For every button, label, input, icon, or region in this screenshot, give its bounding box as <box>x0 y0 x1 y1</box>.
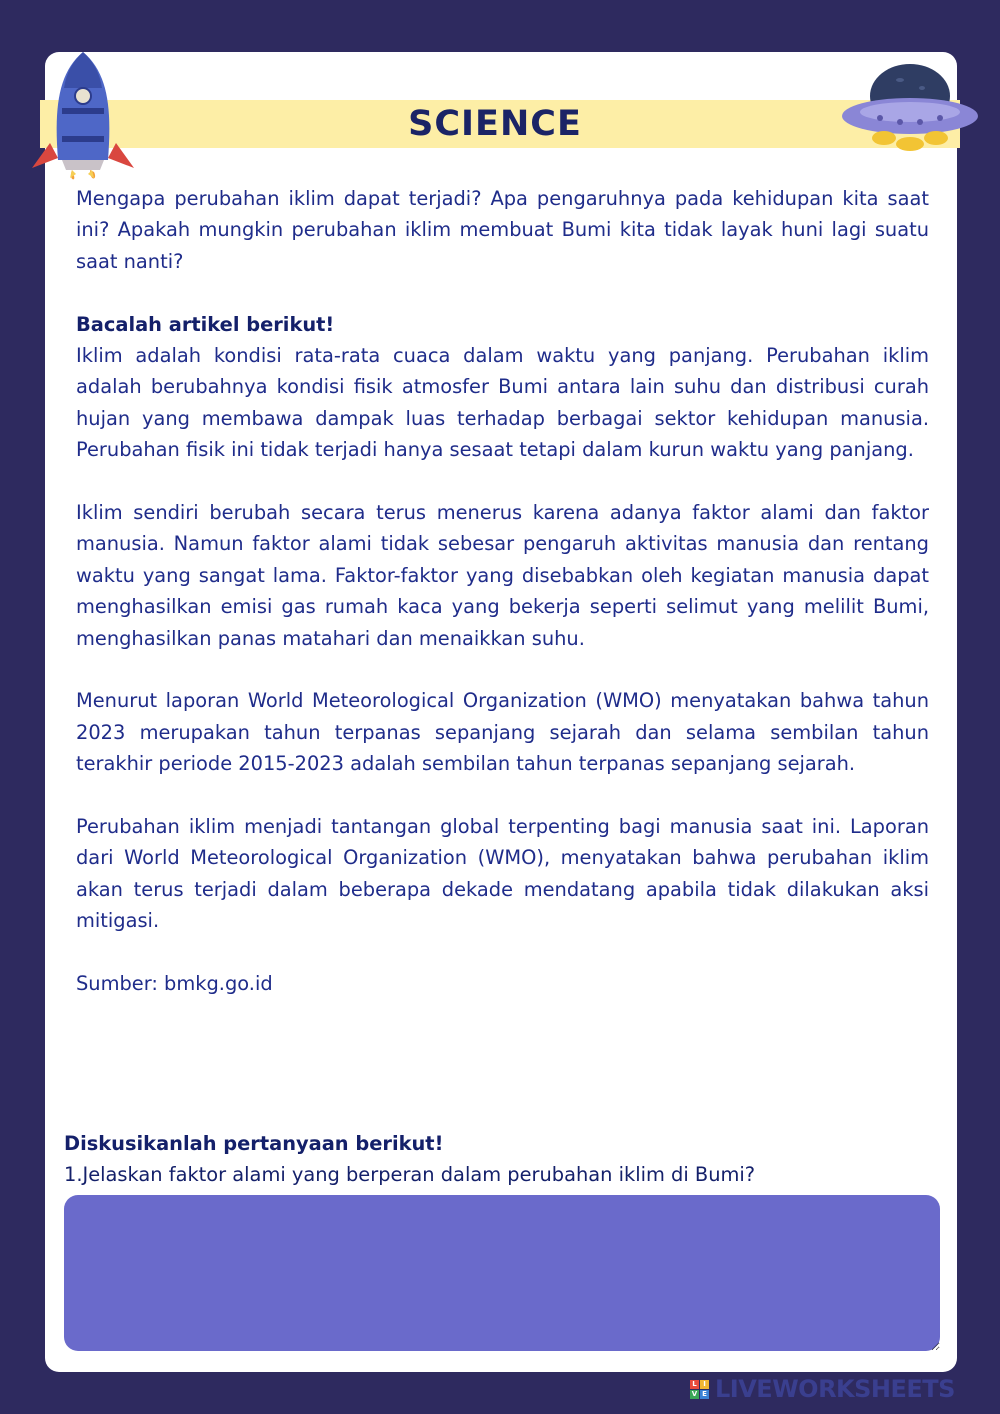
liveworksheets-watermark <box>690 1377 955 1401</box>
liveworksheets-logo-icon: L I V E <box>690 1380 709 1399</box>
intro-paragraph: Mengapa perubahan iklim dapat terjadi? Apa pengaruhnya pada kehidupan kita saat ini? Apakah mungkin perubahan iklim membuat Bumi kita tidak layak huni lagi suatu saat nanti? <box>76 187 929 273</box>
article-paragraph-3: Menurut laporan World Meteorological Organization (WMO) menyatakan bahwa tahun 2023 merupakan tahun terpanas sepanjang sejarah dan selama sembilan tahun terakhir periode 2015-2023 adalah sembilan tahun terpanas sepanjang sejarah. <box>76 689 929 776</box>
question-1: 1.Jelaskan faktor alami yang berperan dalam perubahan iklim di Bumi? <box>64 1163 756 1187</box>
source-citation: Sumber: bmkg.go.id <box>76 972 273 996</box>
watermark-text: LIVEWORKSHEETS <box>715 1375 955 1403</box>
article-paragraph-2: Iklim sendiri berubah secara terus menerus karena adanya faktor alami dan faktor manusia. Namun faktor alami tidak sebesar pengaruh aktivitas manusia dan rentang waktu yang sangat lama. Faktor-faktor yang disebabkan oleh kegiatan manusia dapat menghasilkan emisi gas rumah kaca yang bekerja seperti selimut yang melilit Bumi, menghasilkan panas matahari dan menaikkan suhu. <box>76 501 929 650</box>
article-content <box>76 183 929 999</box>
article-heading: Bacalah artikel berikut! <box>76 312 335 336</box>
page-title: SCIENCE <box>408 104 582 144</box>
discussion-section <box>64 1128 934 1191</box>
article-paragraph-1: Iklim adalah kondisi rata-rata cuaca dalam waktu yang panjang. Perubahan iklim adalah berubahnya kondisi fisik atmosfer Bumi antara lain suhu dan distribusi curah hujan yang membawa dampak luas terhadap berbagai sektor kehidupan manusia. Perubahan fisik ini tidak terjadi hanya sesaat tetapi dalam kurun waktu yang panjang. <box>76 344 929 462</box>
discussion-heading: Diskusikanlah pertanyaan berikut! <box>64 1132 444 1155</box>
answer-1-input[interactable] <box>64 1195 940 1351</box>
article-paragraph-4: Perubahan iklim menjadi tantangan global terpenting bagi manusia saat ini. Laporan dari World Meteorological Organization (WMO), menyatakan bahwa perubahan iklim akan terus terjadi dalam beberapa dekade mendatang apabila tidak dilakukan aksi mitigasi. <box>76 815 929 933</box>
